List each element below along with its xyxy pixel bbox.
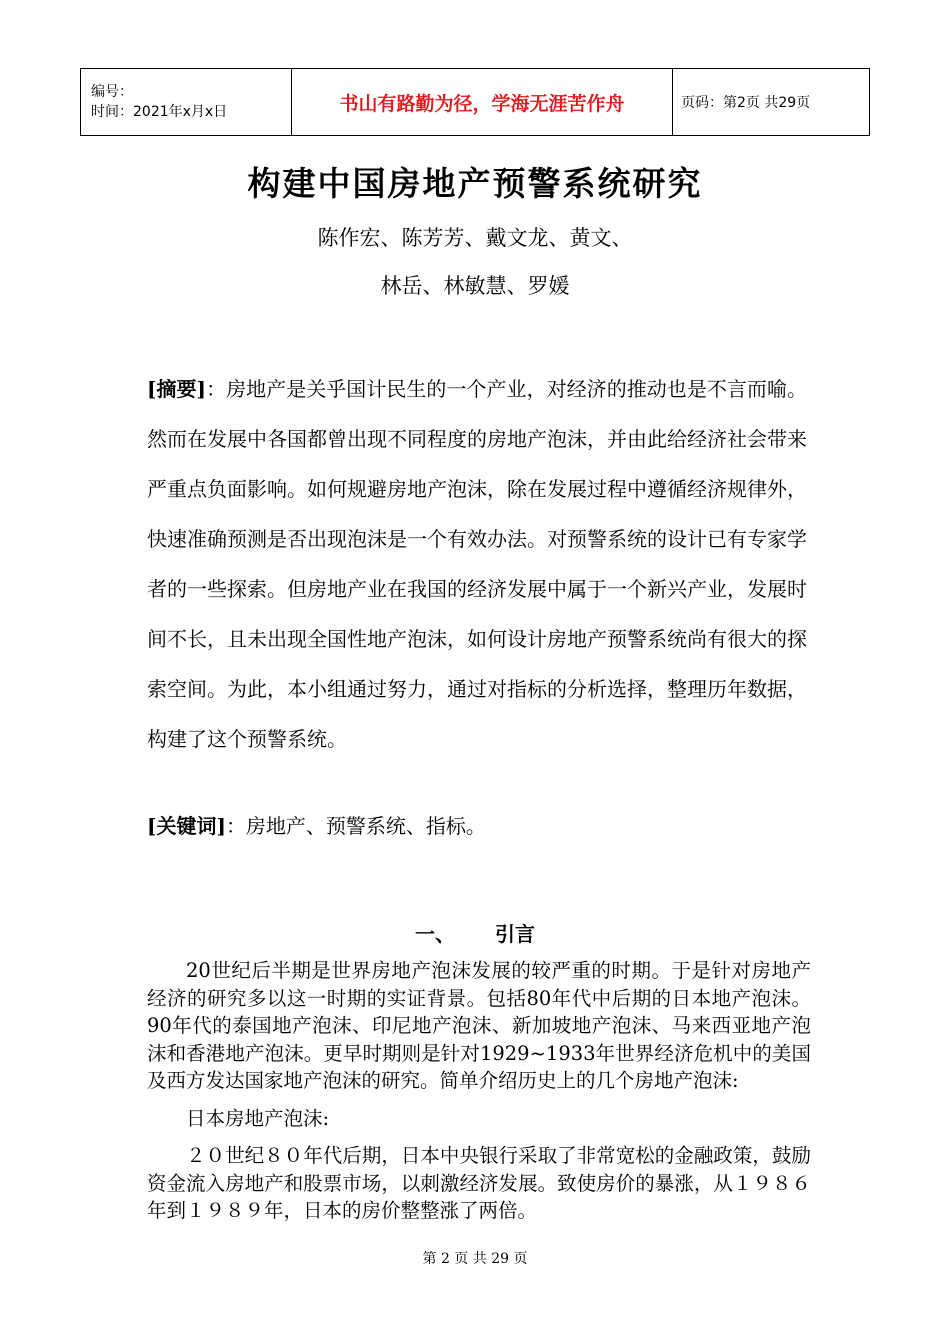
keywords-text: ：房地产、预警系统、指标。 [225,814,486,838]
section-heading [0,918,950,947]
document-title: 构建中国房地产预警系统研究 [247,164,703,203]
header-motto: 书山有路勤为径，学海无涯苦作舟 [292,69,673,136]
paragraph: ２０世纪８０年代后期，日本中央银行采取了非常宽松的金融政策，鼓励资金流入房地产和股票市场，以刺激经济发展。致使房价的暴涨，从１９８６年到１９８９年，日本的房价整整涨了两倍。 [147,1144,811,1222]
body-text [147,957,811,1225]
keywords-label: [关键词] [147,814,226,838]
authors-line-2: 林岳、林敏慧、罗媛 [380,274,570,298]
page-footer: 第 2 页 共 29 页 [422,1251,528,1267]
header-meta-cell [81,69,292,136]
document-number-label: 编号： [91,84,133,100]
paragraph: 日本房地产泡沫: [186,1106,330,1130]
document-time-label: 时间：2021年x月x日 [91,104,228,120]
header-page-info: 页码：第2页 共29页 [673,69,870,136]
authors-line-1: 陈作宏、陈芳芳、戴文龙、黄文、 [317,226,633,250]
section-number: 一、 [415,922,455,946]
paragraph: 20世纪后半期是世界房地产泡沫发展的较严重的时期。于是针对房地产经济的研究多以这一时期的实证背景。包括80年代中后期的日本地产泡沫。90年代的泰国地产泡沫、印尼地产泡沫、新加坡地产泡沫、马来西亚地产泡沫和香港地产泡沫。更早时期则是针对1929~1933年世界经济危机中的美国及西方发达国家地产泡沫的研究。简单介绍历史上的几个房地产泡沫: [147,959,811,1092]
abstract [147,364,807,764]
section-title: 引言 [495,922,535,946]
header-table [80,68,870,136]
abstract-label: [摘要] [147,377,207,401]
abstract-text: ：房地产是关乎国计民生的一个产业，对经济的推动也是不言而喻。然而在发展中各国都曾出现不同程度的房地产泡沫，并由此给经济社会带来严重点负面影响。如何规避房地产泡沫，除在发展过程中遵循经济规律外，快速准确预测是否出现泡沫是一个有效办法。对预警系统的设计已有专家学者的一些探索。但房地产业在我国的经济发展中属于一个新兴产业，发展时间不长，且未出现全国性地产泡沫，如何设计房地产预警系统尚有很大的探索空间。为此，本小组通过努力，通过对指标的分析选择，整理历年数据，构建了这个预警系统。 [147,377,807,751]
keywords [147,810,807,839]
